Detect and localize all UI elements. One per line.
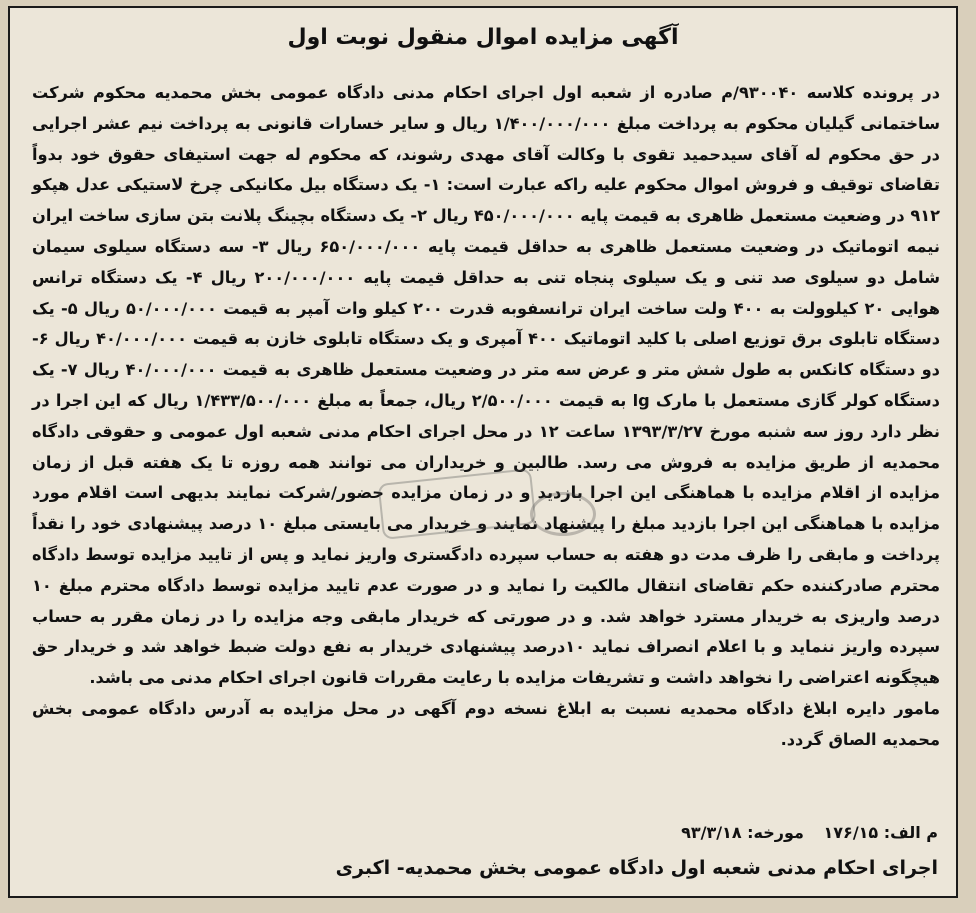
notice-body [32, 78, 940, 756]
notice-title: آگهی مزایده اموال منقول نوبت اول [287, 25, 679, 50]
notice-paragraph-main: در پرونده کلاسه ۹۳۰۰۴۰/م صادره از شعبه اول اجرای احکام مدنی دادگاه عمومی بخش محمدیه محکوم شرکت ساختمانی گیلیان محکوم به پرداخت مبلغ ۱/۴۰۰/۰۰۰/۰۰۰ ریال و سایر خسارات قانونی به پرداخت نیم عشر اجرایی در حق محکوم له آقای سیدحمید تقوی با وکالت آقای مهدی رشوند، که محکوم له جهت استیفای حقوق خود بدواً تقاضای توقیف و فروش اموال محکوم علیه راکه عبارت است: ۱- یک دستگاه بیل مکانیکی چرخ لاستیکی عدل هپکو ۹۱۲ در وضعیت مستعمل ظاهری به قیمت پایه ۴۵۰/۰۰۰/۰۰۰ ریال ۲- یک دستگاه بچینگ پلانت بتن سازی ساخت ایران نیمه اتوماتیک در وضعیت مستعمل ظاهری به حداقل قیمت پایه ۶۵۰/۰۰۰/۰۰۰ ریال ۳- سه دستگاه سیلوی سیمان شامل دو سیلوی صد تنی و یک سیلوی پنجاه تنی به حداقل قیمت پایه ۲۰۰/۰۰۰/۰۰۰ ریال ۴- یک دستگاه ترانس هوایی ۲۰ کیلوولت به ۴۰۰ ولت ساخت ایران ترانسفوبه قدرت ۲۰۰ کیلو وات آمپر به قیمت ۵۰/۰۰۰/۰۰۰ ریال ۵- یک دستگاه تابلوی برق توزیع اصلی با کلید اتوماتیک ۴۰۰ آمپری و یک دستگاه تابلوی خازن به قیمت ۴۰/۰۰۰/۰۰۰ ریال ۶- دو دستگاه کانکس به طول شش متر و عرض سه متر در وضعیت مستعمل ظاهری به قیمت ۴۰/۰۰۰/۰۰۰ ریال ۷- یک دستگاه کولر گازی مستعمل با مارک lg به قیمت ۲/۵۰۰/۰۰۰ ریال، جمعاً به مبلغ ۱/۴۳۳/۵۰۰/۰۰۰ ریال که این اجرا در نظر دارد روز سه شنبه مورخ ۱۳۹۳/۳/۲۷ ساعت ۱۲ در محل اجرای احکام مدنی شعبه اول عمومی و حقوقی دادگاه محمدیه از طریق مزایده به فروش می رسد. طالبین و خریداران می توانند همه روزه تا یک هفته قبل از زمان مزایده از اقلام مزایده با هماهنگی این اجرا بازدید و در زمان مزایده حضور/شرکت نمایند بدیهی است اقلام مورد مزایده با هماهنگی این اجرا بازدید مبلغ را پیشنهاد نمایند و خریدار می بایستی مبلغ ۱۰ درصد پیشنهادی خود را نقداً پرداخت و مابقی را ظرف مدت دو هفته به حساب سپرده دادگستری واریز نماید و پس از تایید مزایده توسط دادگاه محترم صادرکننده حکم تقاضای انتقال مالکیت را نماید و در صورت عدم تایید مزایده توسط دادگاه محترم مبلغ ۱۰ درصد واریزی به خریدار مسترد خواهد شد. و در صورتی که خریدار مابقی وجه مزایده را در زمان مقرر به حساب سپرده واریز ننماید و با اعلام انصراف نماید ۱۰درصد پیشنهادی خریدار به نفع دولت ضبط خواهد شد و خریدار حق هیچگونه اعتراضی را نخواهد داشت و تشریفات مزایده با رعایت مقررات قانون اجرای احکام مدنی می باشد. [32, 83, 941, 688]
notice-clipping [8, 6, 958, 898]
notice-paragraph-delivery: مامور دایره ابلاغ دادگاه محمدیه نسبت به ابلاغ نسخه دوم آگهی در محل مزایده به آدرس دادگاه عمومی بخش محمدیه الصاق گردد. [32, 698, 940, 749]
reference-number: م الف: ۱۷۶/۱۵ [823, 823, 938, 842]
notice-date: مورخه: ۹۳/۳/۱۸ [681, 823, 804, 842]
reference-line [667, 820, 938, 846]
faded-seal-mark [530, 492, 596, 536]
signature-line: اجرای احکام مدنی شعبه اول دادگاه عمومی بخش محمدیه- اکبری [335, 857, 938, 879]
